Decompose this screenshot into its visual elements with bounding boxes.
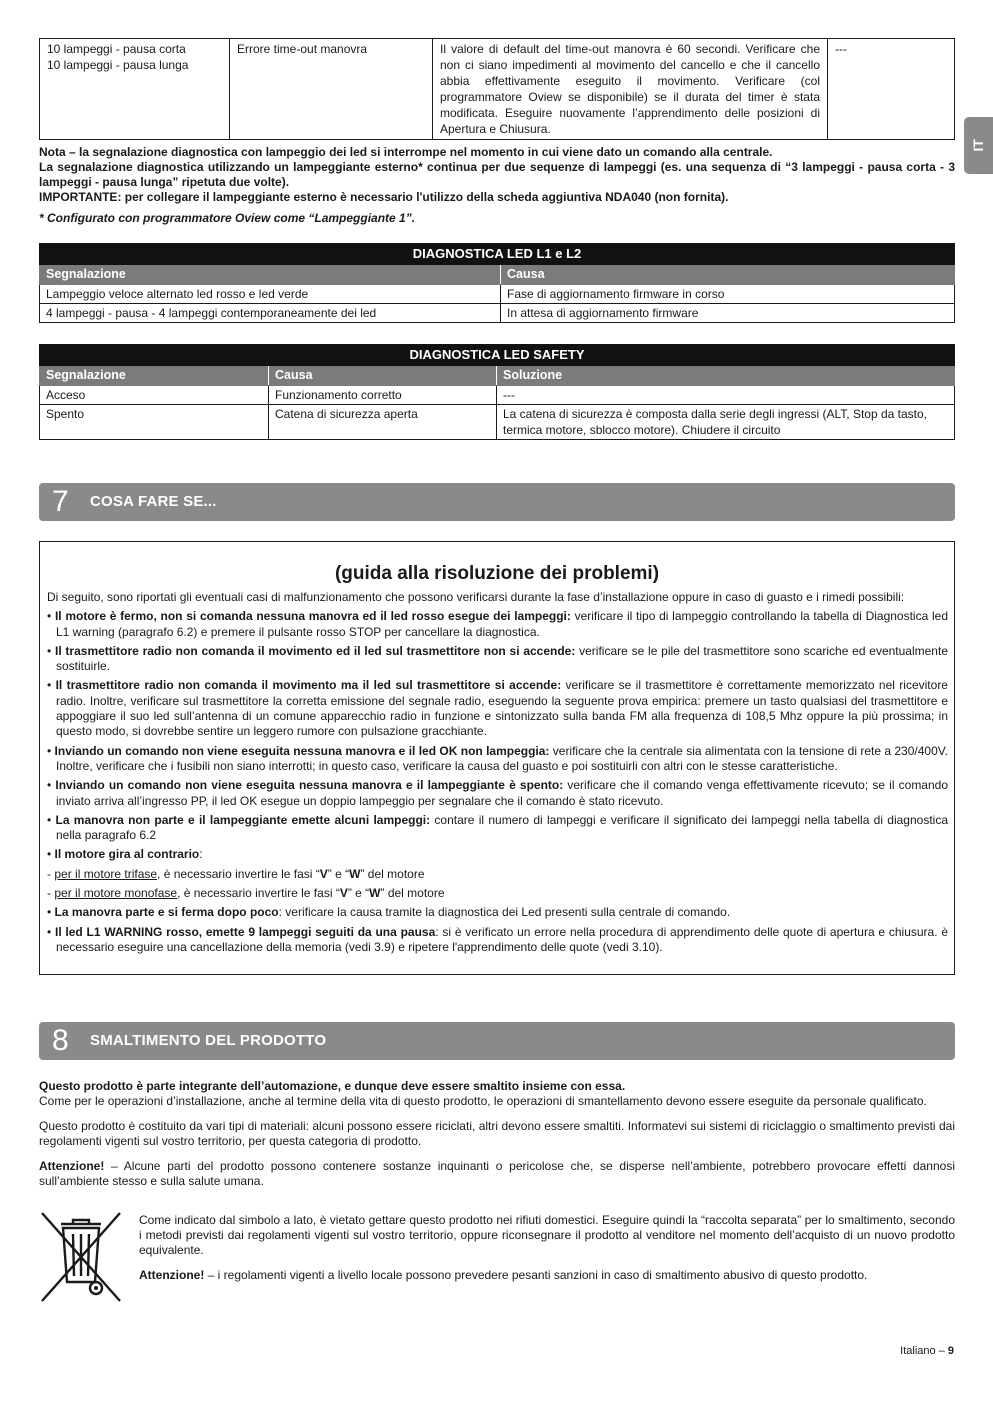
page-footer <box>900 1344 954 1359</box>
signal-cell <box>40 39 230 140</box>
diagnostic-notes <box>39 145 955 226</box>
table-cell: Acceso <box>40 386 269 405</box>
table-row <box>40 285 955 304</box>
language-tab-label: IT <box>970 139 987 152</box>
table-cell: Fase di aggiornamento firmware in corso <box>501 285 955 304</box>
column-header: Causa <box>269 366 497 386</box>
disposal-attention-2: Attenzione! – i regolamenti vigenti a livello locale possono prevedere pesanti sanzioni in caso di smaltimento abusivo di questo prodotto. <box>139 1268 868 1282</box>
sub-list-item: - per il motore monofase, è necessario invertire le fasi “V” e “W” del motore <box>47 886 445 901</box>
table-row <box>40 386 955 405</box>
table-cell: Catena di sicurezza aperta <box>269 405 497 440</box>
table-cell: La catena di sicurezza è composta dalla serie degli ingressi (ALT, Stop da tasto, termica motore, sblocco motore). Chiudere il circuito <box>497 405 955 440</box>
language-tab <box>964 117 993 174</box>
column-header: Segnalazione <box>40 265 501 285</box>
symbol-explanation: Come indicato dal simbolo a lato, è vietato gettare questo prodotto nei rifiuti domestici. Eseguire quindi la “raccolta separata” per lo smaltimento, secondo i metodi previsti dai regolamenti vigenti sul vostro territorio, oppure riconsegnare il prodotto al venditore nel momento dell’acquisto di un nuovo prodotto equivalente. <box>139 1213 955 1257</box>
column-header: Segnalazione <box>40 366 269 386</box>
important-note: IMPORTANTE: per collegare il lampeggiante esterno è necessario l'utilizzo della scheda aggiuntiva NDA040 (non fornita). <box>39 190 729 204</box>
table-cell: Spento <box>40 405 269 440</box>
disposal-lead-text: Come per le operazioni d’installazione, anche al termine della vita di questo prodotto, le operazioni di smantellamento devono essere eseguite da personale qualificato. <box>39 1094 927 1108</box>
error-table-continuation <box>39 38 955 140</box>
table-cell: In attesa di aggiornamento firmware <box>501 304 955 323</box>
section-number: 8 <box>52 1024 69 1057</box>
table-cell: Lampeggio veloce alternato led rosso e led verde <box>40 285 501 304</box>
signal-line: 10 lampeggi - pausa corta <box>47 42 186 56</box>
section-number: 7 <box>52 485 69 518</box>
column-header: Soluzione <box>497 366 955 386</box>
list-item: • Il trasmettitore radio non comanda il movimento ma il led sul trasmettitore si accende: verificare se il trasmettitore è correttamente memorizzato nel ricevitore radio. Inoltre, verificare sul trasmettitore la corretta emissione del segnale radio, eseguendo la seguente prova empirica: premere un tasto qualsiasi del trasmettitore e appoggiare il suo led sull’antenna di un comune apparecchio radio in funzione e sintonizzato sulla banda FM alla frequenza di 108,5 Mhz oppure la più prossima; in questo modo, si dovrebbe sentire un leggero rumore con pulsazione gracchiante. <box>47 678 948 739</box>
table-row <box>40 405 955 440</box>
solution-cell: Il valore di default del time-out manovra è 60 secondi. Verificare che non ci siano impedimenti al movimento del cancello e che il cancello abbia effettivamente eseguito il movimento. Verificare (col programmatore Oview se disponibile) se il durata del timer è stata modificata. Eseguire nuovamente l’apprendimento delle posizioni di Apertura e Chiusura. <box>433 39 828 140</box>
list-item: • Inviando un comando non viene eseguita nessuna manovra e il led OK non lampeggia: verificare che la centrale sia alimentata con la tensione di rete a 230/400V. Inoltre, verificare che i fusibili non siano interrotti; in questo caso, verificare la causa del guasto e poi sostituirli con altri con le stesse caratteristiche. <box>47 743 948 773</box>
troubleshooting-box <box>39 541 955 975</box>
list-item: • Il motore è fermo, non si comanda nessuna manovra ed il led rosso esegue dei lampeggi: verificare il tipo di lampeggio controllando la tabella di Diagnostica led L1 warning (paragrafo 6.2) e premere il pulsante rosso STOP per cancellare la diagnostica. <box>47 609 948 639</box>
weee-bin-icon <box>39 1210 123 1304</box>
disposal-lead: Questo prodotto è parte integrante dell’automazione, e dunque deve essere smaltito insieme con essa. <box>39 1079 626 1093</box>
disposal-symbol-text <box>139 1213 955 1283</box>
table-title: DIAGNOSTICA LED SAFETY <box>40 345 955 366</box>
configured-note: * Configurato con programmatore Oview come “Lampeggiante 1”. <box>39 211 416 225</box>
sub-list-item: - per il motore trifase, è necessario invertire le fasi “V” e “W” del motore <box>47 866 425 881</box>
disposal-materials: Questo prodotto è costituito da vari tipi di materiali: alcuni possono essere riciclati, altri devono essere smaltiti. Informatevi sui sistemi di riciclaggio o smaltimento previsti dai regolamenti vigenti sul vostro territorio, per questa categoria di prodotto. <box>39 1119 955 1148</box>
list-item: • Il led L1 WARNING rosso, emette 9 lampeggi seguiti da una pausa: si è verificato un errore nella procedura di apprendimento delle quote di apertura e chiusura. è necessario eseguire una cancellazione della memoria (vedi 3.9) e ripetere l'apprendimento delle quote (vedi 3.10). <box>47 924 948 954</box>
list-item: • La manovra parte e si ferma dopo poco: verificare la causa tramite la diagnostica dei Led presenti sulla centrale di comando. <box>47 905 731 920</box>
list-item: • La manovra non parte e il lampeggiante emette alcuni lampeggi: contare il numero di lampeggi e verificare il significato dei lampeggi nella tabella di diagnostica nella paragrafo 6.2 <box>47 812 948 843</box>
table-cell: Funzionamento corretto <box>269 386 497 405</box>
disposal-section <box>39 1079 955 1189</box>
external-flasher-note: La segnalazione diagnostica utilizzando un lampeggiante esterno* continua per due sequenze di lampeggi (es. una sequenza di “3 lampeggi - pausa corta - 3 lampeggi - pausa lunga” ripetuta due volte). <box>39 160 955 189</box>
disposal-attention: Attenzione! – Alcune parti del prodotto possono contenere sostanze inquinanti o pericolose che, se disperse nell’ambiente, potrebbero provocare effetti dannosi sull’ambiente stesso e sulla salute umana. <box>39 1159 955 1188</box>
guide-intro: Di seguito, sono riportati gli eventuali casi di malfunzionamento che possono verificarsi durante la fase d’installazione oppure in caso di guasto e i rimedi possibili: <box>47 590 905 604</box>
section-title: SMALTIMENTO DEL PRODOTTO <box>90 1032 327 1049</box>
table-cell: --- <box>497 386 955 405</box>
table-cell: 4 lampeggi - pausa - 4 lampeggi contemporaneamente dei led <box>40 304 501 323</box>
table-row <box>40 39 955 140</box>
footer-lang: Italiano – <box>900 1345 948 1357</box>
extra-cell: --- <box>828 39 955 140</box>
section-title: COSA FARE SE... <box>90 493 217 510</box>
signal-line: 10 lampeggi - pausa lunga <box>47 58 189 72</box>
table-row <box>40 304 955 323</box>
guide-title: (guida alla risoluzione dei problemi) <box>334 563 660 584</box>
page-number: 9 <box>947 1345 954 1357</box>
table-title: DIAGNOSTICA LED L1 e L2 <box>40 244 955 265</box>
section-7-header <box>39 483 955 521</box>
list-item: • Il motore gira al contrario: <box>47 847 203 862</box>
list-item: • Inviando un comando non viene eseguita nessuna manovra e il lampeggiante è spento: verificare che il comando venga effettivamente ricevuto; se il comando inviato arriva all’ingresso PP, il led OK esegue un doppio lampeggio per segnalare che il comando è stato ricevuto. <box>47 778 949 808</box>
column-header: Causa <box>501 265 955 285</box>
note-text: Nota – la segnalazione diagnostica con lampeggio dei led si interrompe nel momento in cui viene dato un comando alla centrale. <box>39 145 773 159</box>
diag-l1-l2-table <box>39 243 955 323</box>
section-8-header <box>39 1022 955 1060</box>
cause-cell: Errore time-out manovra <box>230 39 433 140</box>
diag-safety-table <box>39 344 955 440</box>
list-item: • Il trasmettitore radio non comanda il movimento ed il led sul trasmettitore non si accende: verificare se le pile del trasmettitore sono scariche ed eventualmente sostituirle. <box>47 643 948 674</box>
